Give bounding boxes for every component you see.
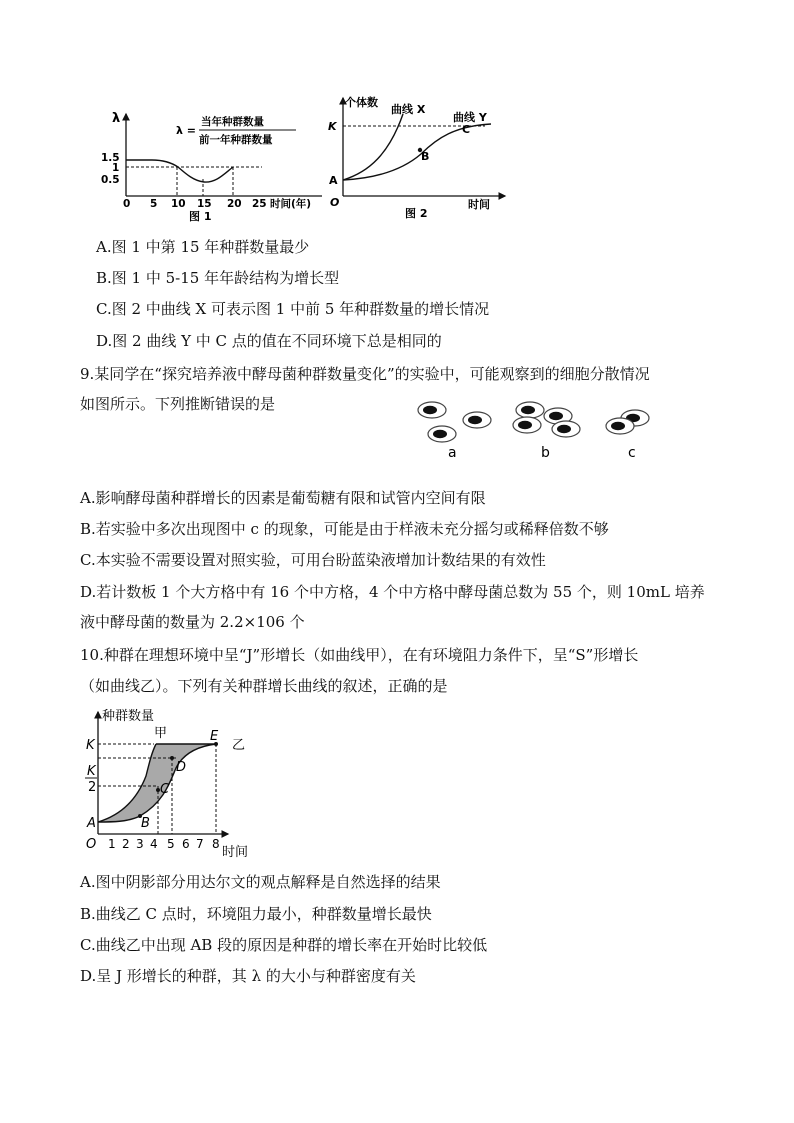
- q8-option-a: A.图 1 中第 15 年种群数量最少: [96, 238, 310, 256]
- fig2-point-b-label: B: [421, 150, 430, 163]
- yeast-cell-nucleus: [518, 421, 532, 429]
- q9-option-a: A.影响酵母菌种群增长的因素是葡萄糖有限和试管内空间有限: [80, 489, 486, 507]
- fig1-lambda-curve: [126, 160, 233, 182]
- figure-3-j-s-curves: [84, 706, 264, 858]
- yeast-cell-nucleus: [611, 422, 625, 430]
- fig3-xtick: 4: [150, 837, 158, 851]
- q10-stem-line2: （如曲线乙）。下列有关种群增长曲线的叙述，正确的是: [80, 677, 448, 695]
- q10-option-a: A.图中阴影部分用达尔文的观点解释是自然选择的结果: [80, 873, 441, 891]
- yeast-cell-nucleus: [521, 406, 535, 414]
- fig3-k-label: K: [86, 738, 95, 753]
- fig1-xtick: 25: [252, 198, 267, 210]
- fig3-point-c: C: [160, 782, 170, 797]
- fig3-label-yi: 乙: [232, 738, 246, 753]
- fig2-curve-y-label: 曲线 Y: [453, 111, 487, 124]
- fig2-y-label: 个体数: [345, 96, 378, 109]
- fig3-xtick: 6: [182, 837, 190, 851]
- fig3-xtick: 1: [108, 837, 116, 851]
- fig2-point-c: C: [462, 123, 471, 136]
- fig3-point-b: B: [141, 816, 150, 831]
- yeast-label-c: c: [628, 445, 636, 461]
- fig3-point-d-dot: [170, 756, 174, 760]
- fig3-xtick: 8: [212, 837, 220, 851]
- fig3-khalf-numerator: K: [87, 764, 96, 779]
- fig3-xtick: 2: [122, 837, 130, 851]
- fig1-ytick: 1.5: [101, 152, 120, 164]
- fig2-origin: O: [330, 196, 340, 209]
- fig3-xtick: 3: [136, 837, 144, 851]
- q9-option-d-line2: 液中酵母菌的数量为 2.2×106 个: [80, 613, 305, 631]
- fig1-caption: 图 1: [189, 210, 212, 223]
- fig1-x-label: 时间(年): [270, 198, 312, 210]
- q9-option-c: C.本实验不需要设置对照实验，可用台盼蓝染液增加计数结果的有效性: [80, 551, 546, 569]
- yeast-cell-nucleus: [423, 406, 437, 414]
- fig1-y-symbol: λ: [112, 111, 121, 126]
- fig1-xtick: 15: [197, 198, 212, 210]
- yeast-group-c: [606, 410, 649, 434]
- fig3-label-jia: 甲: [154, 726, 168, 741]
- q10-option-b: B.曲线乙 C 点时，环境阻力最小，种群数量增长最快: [80, 905, 432, 923]
- fig3-xtick: 7: [196, 837, 204, 851]
- fig3-y-label: 种群数量: [102, 709, 155, 724]
- fig1-xtick: 10: [171, 198, 186, 210]
- fig3-shaded-region: [98, 744, 216, 822]
- fig1-xtick: 0: [123, 198, 131, 210]
- q10-option-c: C.曲线乙中出现 AB 段的原因是种群的增长率在开始时比较低: [80, 936, 488, 954]
- q9-option-b: B.若实验中多次出现图中 c 的现象，可能是由于样液未充分摇匀或稀释倍数不够: [80, 520, 609, 538]
- fig1-formula-lhs: λ =: [176, 124, 197, 137]
- q8-option-d: D.图 2 曲线 Y 中 C 点的值在不同环境下总是相同的: [96, 332, 442, 350]
- q9-option-d-line1: D.若计数板 1 个大方格中有 16 个中方格，4 个中方格中酵母菌总数为 55 个，则 10mL 培养: [80, 583, 705, 601]
- yeast-group-b: [513, 402, 580, 437]
- q10-option-d: D.呈 J 形增长的种群，其 λ 的大小与种群密度有关: [80, 967, 416, 985]
- fig3-x-label: 时间: [222, 845, 249, 858]
- fig3-point-a: A: [87, 816, 96, 831]
- fig3-xtick: 5: [167, 837, 175, 851]
- fig2-k-label: K: [328, 120, 337, 133]
- fig2-caption: 图 2: [405, 207, 428, 220]
- fig1-ytick: 1: [112, 162, 120, 174]
- fig1-ytick: 0.5: [101, 174, 120, 186]
- yeast-group-a: [418, 402, 491, 442]
- fig3-khalf-denominator: 2: [88, 780, 97, 795]
- q9-stem-line1: 9.某同学在“探究培养液中酵母菌种群数量变化”的实验中，可能观察到的细胞分散情况: [80, 365, 650, 383]
- fig2-point-a: A: [329, 174, 338, 187]
- yeast-cell-nucleus: [468, 416, 482, 424]
- fig3-point-e: E: [210, 729, 219, 744]
- yeast-label-b: b: [541, 445, 550, 461]
- fig3-point-d: D: [176, 760, 187, 775]
- yeast-cell-nucleus: [549, 412, 563, 420]
- q8-option-b: B.图 1 中 5-15 年年龄结构为增长型: [96, 269, 340, 287]
- fig2-curve-x-label: 曲线 X: [391, 103, 426, 116]
- fig1-xtick: 20: [227, 198, 242, 210]
- fig3-origin: O: [86, 837, 97, 852]
- fig1-formula-numerator: 当年种群数量: [201, 116, 264, 128]
- figure-2-population-curves: [325, 92, 515, 220]
- yeast-cell-figure: [410, 398, 660, 464]
- yeast-label-a: a: [448, 445, 457, 461]
- q9-stem-line2: 如图所示。下列推断错误的是: [80, 395, 276, 413]
- fig1-formula-denominator: 前一年种群数量: [199, 134, 273, 146]
- q8-option-c: C.图 2 中曲线 X 可表示图 1 中前 5 年种群数量的增长情况: [96, 300, 490, 318]
- yeast-cell-nucleus: [557, 425, 571, 433]
- yeast-cell-nucleus: [433, 430, 447, 438]
- fig2-x-label: 时间: [468, 198, 490, 211]
- fig1-xtick: 5: [150, 198, 158, 210]
- figure-1-lambda-chart: [100, 108, 325, 233]
- q10-stem-line1: 10.种群在理想环境中呈“J”形增长（如曲线甲），在有环境阻力条件下，呈“S”形增长: [80, 646, 639, 664]
